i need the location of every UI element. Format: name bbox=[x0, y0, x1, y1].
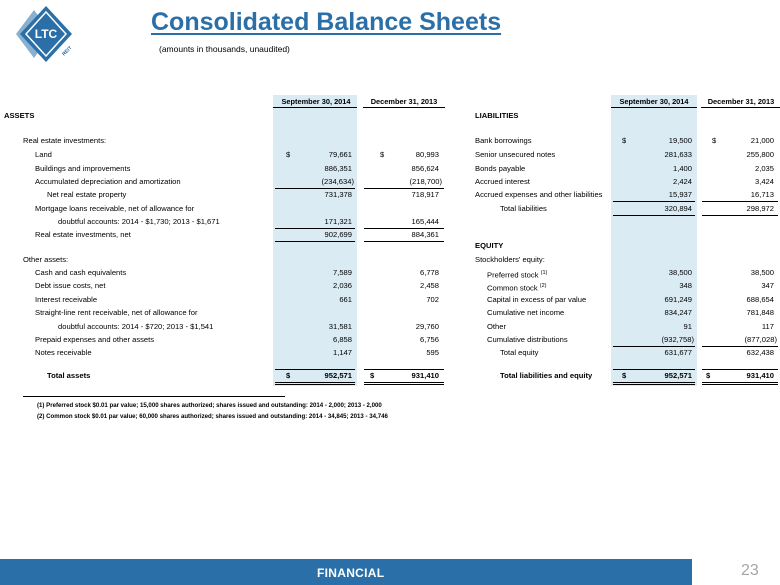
capital-c1: 691,249 bbox=[664, 295, 692, 304]
buildings-label: Buildings and improvements bbox=[35, 164, 131, 173]
net-re-label: Net real estate property bbox=[47, 190, 127, 199]
cum-dist-c1: (932,758) bbox=[661, 335, 694, 344]
bonds-c1: 1,400 bbox=[672, 164, 692, 173]
double-rule bbox=[702, 384, 778, 385]
senior-c2: 255,800 bbox=[746, 150, 774, 159]
accum-dep-c2: (218,700) bbox=[409, 177, 442, 186]
double-rule bbox=[613, 384, 695, 385]
footnote-divider bbox=[23, 396, 285, 397]
senior-label: Senior unsecured notes bbox=[475, 150, 556, 159]
bank-c1: 19,500 bbox=[668, 136, 692, 145]
cash-c1: 7,589 bbox=[332, 268, 352, 277]
total-assets-c1: 952,571 bbox=[324, 371, 352, 380]
debt-issue-label: Debt issue costs, net bbox=[35, 281, 106, 290]
cum-dist-label: Cumulative distributions bbox=[487, 335, 568, 344]
double-rule bbox=[613, 382, 695, 383]
total-rule bbox=[613, 369, 695, 370]
rei-label: Real estate investments: bbox=[23, 136, 107, 145]
cum-income-label: Cumulative net income bbox=[487, 308, 565, 317]
subtotal-rule bbox=[275, 241, 355, 242]
double-rule bbox=[702, 382, 778, 383]
total-liab-equity-label: Total liabilities and equity bbox=[500, 371, 593, 380]
preferred-c1: 38,500 bbox=[668, 268, 692, 277]
buildings-c1: 886,351 bbox=[324, 164, 352, 173]
debt-issue-c2: 2,458 bbox=[419, 281, 439, 290]
total-equity-label: Total equity bbox=[500, 348, 539, 357]
dollar-sign: $ bbox=[712, 136, 717, 145]
footnote-ref-1: (1) bbox=[540, 270, 548, 276]
footnote-1: (1) Preferred stock $0.01 par value; 15,000 shares authorized; shares issued and outstanding: 2014 - 2,000; 2013 - 2,000 bbox=[37, 402, 382, 409]
header-underline bbox=[701, 107, 780, 108]
logo-subtext: REIT bbox=[61, 45, 74, 58]
total-rule bbox=[275, 369, 355, 370]
dollar-sign: $ bbox=[622, 371, 627, 380]
mortgage-c1: 171,321 bbox=[324, 217, 352, 226]
interest-c2: 702 bbox=[426, 295, 439, 304]
common-label: Common stock $^{(2)}$ bbox=[487, 283, 547, 293]
double-rule bbox=[275, 382, 355, 383]
accrued-interest-c1: 2,424 bbox=[672, 177, 692, 186]
prepaid-c1: 6,858 bbox=[332, 335, 352, 344]
prepaid-c2: 6,756 bbox=[419, 335, 439, 344]
total-rule bbox=[364, 369, 444, 370]
total-assets-c2: 931,410 bbox=[411, 371, 439, 380]
assets-heading: ASSETS bbox=[4, 111, 35, 120]
total-assets-label: Total assets bbox=[47, 371, 91, 380]
accrued-expenses-c2: 16,713 bbox=[750, 190, 774, 199]
bonds-c2: 2,035 bbox=[754, 164, 774, 173]
net-re-c2: 718,917 bbox=[411, 190, 439, 199]
notes-label: Notes receivable bbox=[35, 348, 92, 357]
bank-c2: 21,000 bbox=[750, 136, 774, 145]
other-equity-c1: 91 bbox=[683, 322, 692, 331]
dollar-sign: $ bbox=[380, 150, 385, 159]
bank-label: Bank borrowings bbox=[475, 136, 532, 145]
double-rule bbox=[364, 382, 444, 383]
straight-line-label-2: doubtful accounts: 2014 - $720; 2013 - $1,541 bbox=[58, 322, 214, 331]
accum-dep-label: Accumulated depreciation and amortization bbox=[35, 177, 181, 186]
dollar-sign: $ bbox=[706, 371, 711, 380]
cum-income-c2: 781,848 bbox=[746, 308, 774, 317]
common-c1: 348 bbox=[679, 281, 692, 290]
subtotal-rule bbox=[613, 215, 695, 216]
footer-section-label: FINANCIAL bbox=[317, 566, 385, 580]
equity-heading: EQUITY bbox=[475, 241, 504, 250]
straight-line-c2: 29,760 bbox=[415, 322, 439, 331]
rei-net-c2: 884,361 bbox=[411, 230, 439, 239]
land-c1: 79,661 bbox=[328, 150, 352, 159]
subtotal-rule bbox=[702, 346, 778, 347]
stockholders-equity-label: Stockholders' equity: bbox=[475, 255, 545, 264]
subtotal-rule bbox=[702, 201, 778, 202]
page-subtitle: (amounts in thousands, unaudited) bbox=[159, 44, 290, 54]
common-c2: 347 bbox=[761, 281, 774, 290]
col-header-left-sep2014: September 30, 2014 bbox=[281, 97, 351, 106]
other-equity-label: Other bbox=[487, 322, 506, 331]
header-underline bbox=[363, 107, 445, 108]
accum-dep-c1: (234,634) bbox=[321, 177, 354, 186]
rei-net-c1: 902,699 bbox=[324, 230, 352, 239]
subtotal-rule bbox=[275, 188, 355, 189]
interest-c1: 661 bbox=[339, 295, 352, 304]
dollar-sign: $ bbox=[286, 150, 291, 159]
header-underline bbox=[273, 107, 357, 108]
ltc-reit-logo bbox=[6, 4, 138, 66]
debt-issue-c1: 2,036 bbox=[332, 281, 352, 290]
logo-text: LTC bbox=[34, 27, 58, 41]
mortgage-c2: 165,444 bbox=[411, 217, 439, 226]
prepaid-label: Prepaid expenses and other assets bbox=[35, 335, 155, 344]
other-equity-c2: 117 bbox=[761, 322, 774, 331]
accrued-expenses-label: Accrued expenses and other liabilities bbox=[475, 190, 603, 199]
buildings-c2: 856,624 bbox=[411, 164, 439, 173]
page-title: Consolidated Balance Sheets bbox=[151, 8, 502, 36]
net-re-c1: 731,378 bbox=[324, 190, 352, 199]
land-label: Land bbox=[35, 150, 52, 159]
capital-label: Capital in excess of par value bbox=[487, 295, 587, 304]
col-header-right-sep2014: September 30, 2014 bbox=[619, 97, 689, 106]
bonds-label: Bonds payable bbox=[475, 164, 526, 173]
capital-c2: 688,654 bbox=[746, 295, 774, 304]
rei-net-label: Real estate investments, net bbox=[35, 230, 131, 239]
preferred-c2: 38,500 bbox=[750, 268, 774, 277]
mortgage-label-1: Mortgage loans receivable, net of allowance for bbox=[35, 204, 195, 213]
double-rule bbox=[275, 384, 355, 385]
cum-income-c1: 834,247 bbox=[664, 308, 692, 317]
footnote-ref-2: (2) bbox=[539, 283, 547, 289]
subtotal-rule bbox=[364, 188, 444, 189]
straight-line-c1: 31,581 bbox=[328, 322, 352, 331]
straight-line-label-1: Straight-line rent receivable, net of allowance for bbox=[35, 308, 198, 317]
notes-c2: 595 bbox=[426, 348, 439, 357]
dollar-sign: $ bbox=[370, 371, 375, 380]
other-assets-label: Other assets: bbox=[23, 255, 69, 264]
cash-c2: 6,778 bbox=[419, 268, 439, 277]
accrued-interest-c2: 3,424 bbox=[754, 177, 774, 186]
preferred-label: Preferred stock $^{(1)}$ bbox=[487, 270, 548, 280]
land-c2: 80,993 bbox=[415, 150, 439, 159]
subtotal-rule bbox=[613, 201, 695, 202]
accrued-expenses-c1: 15,937 bbox=[668, 190, 692, 199]
mortgage-label-2: doubtful accounts: 2014 - $1,730; 2013 - $1,671 bbox=[58, 217, 220, 226]
col-header-right-dec2013: December 31, 2013 bbox=[707, 97, 775, 106]
total-equity-c2: 632,438 bbox=[746, 348, 774, 357]
interest-label: Interest receivable bbox=[35, 295, 98, 304]
double-rule bbox=[364, 384, 444, 385]
subtotal-rule bbox=[364, 241, 444, 242]
liabilities-heading: LIABILITIES bbox=[475, 111, 519, 120]
col-header-left-dec2013: December 31, 2013 bbox=[370, 97, 438, 106]
total-liab-equity-c1: 952,571 bbox=[664, 371, 692, 380]
subtotal-rule bbox=[613, 346, 695, 347]
total-liabilities-c1: 320,894 bbox=[664, 204, 692, 213]
dollar-sign: $ bbox=[286, 371, 291, 380]
total-rule bbox=[702, 369, 778, 370]
subtotal-rule bbox=[702, 215, 778, 216]
subtotal-rule bbox=[364, 228, 444, 229]
cash-label: Cash and cash equivalents bbox=[35, 268, 127, 277]
page-number: 23 bbox=[741, 562, 759, 579]
notes-c1: 1,147 bbox=[332, 348, 352, 357]
total-liabilities-label: Total liabilities bbox=[500, 204, 547, 213]
total-liabilities-c2: 298,972 bbox=[746, 204, 774, 213]
footnote-2: (2) Common stock $0.01 par value; 60,000 shares authorized; shares issued and outstanding: 2014 - 34,845; 2013 - 34,746 bbox=[37, 413, 388, 420]
dollar-sign: $ bbox=[622, 136, 627, 145]
cum-dist-c2: (877,028) bbox=[744, 335, 777, 344]
senior-c1: 281,633 bbox=[664, 150, 692, 159]
total-equity-c1: 631,677 bbox=[664, 348, 692, 357]
header-underline bbox=[611, 107, 697, 108]
accrued-interest-label: Accrued interest bbox=[475, 177, 530, 186]
total-liab-equity-c2: 931,410 bbox=[746, 371, 774, 380]
subtotal-rule bbox=[275, 228, 355, 229]
